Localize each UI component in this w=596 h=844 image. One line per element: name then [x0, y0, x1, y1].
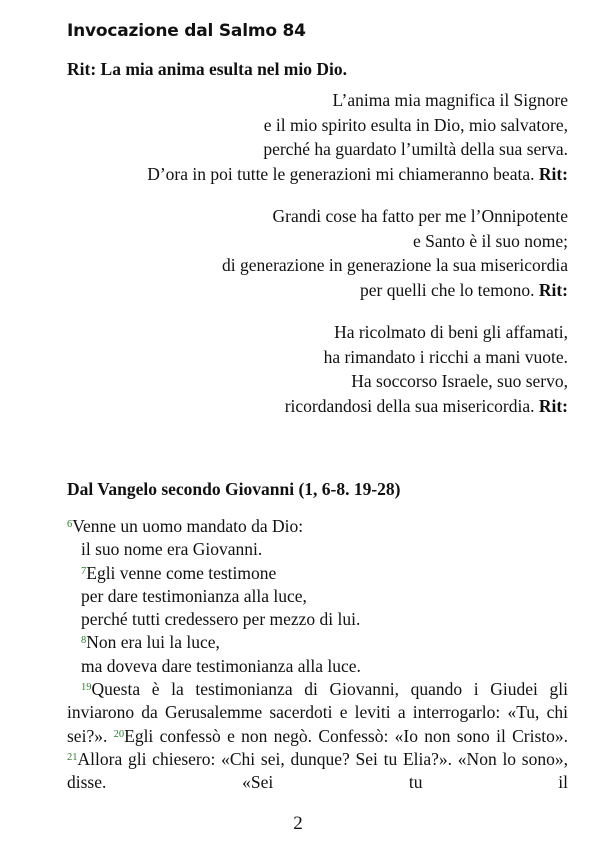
- refrain-marker: Rit:: [538, 163, 568, 184]
- gospel-line: $^7$Egli venne come testimone: [81, 562, 277, 583]
- psalm-line: D’ora in poi tutte le generazioni mi chiameranno beata.: [147, 163, 535, 184]
- psalm-stanza-1: [147, 88, 568, 186]
- paragraph-text: Allora gli chiesero: «Chi sei, dunque? Sei tu Elia?». «Non lo sono», disse. «Sei tu il: [67, 748, 568, 793]
- gospel-text: [67, 515, 568, 795]
- psalm-line: Ha ricolmato di beni gli affamati,: [334, 322, 568, 342]
- gospel-line: $^8$Non era lui la luce,: [81, 632, 220, 653]
- psalm-line: Ha soccorso Israele, suo servo,: [351, 371, 568, 391]
- gospel-title: Dal Vangelo secondo Giovanni (1, 6-8. 19-28): [67, 479, 401, 499]
- verse-number: 7: [81, 565, 87, 577]
- verse-number: 8: [81, 635, 87, 647]
- page-number: 2: [293, 813, 303, 834]
- verse-number: 6: [67, 519, 73, 530]
- gospel-line: per dare testimonianza alla luce,: [81, 585, 307, 606]
- psalm-line: ha rimandato i ricchi a mani vuote.: [323, 346, 568, 367]
- paragraph-line: [67, 678, 568, 794]
- refrain-marker: Rit:: [538, 279, 568, 300]
- psalm-line: Grandi cose ha fatto per me l’Onnipotente: [272, 206, 568, 226]
- paragraph-text: Questa è la testimonianza di Giovanni, quando i Giudei gli inviarono da Gerusalemme sacerdoti e leviti a interrogarlo: «Tu, chi sei?».: [67, 679, 568, 746]
- gospel-line: ma doveva dare testimonianza alla luce.: [81, 655, 361, 676]
- gospel-line: $^6$Venne un uomo mandato da Dio:: [67, 516, 304, 536]
- section-title: Invocazione dal Salmo 84: [67, 21, 306, 41]
- psalm-line: per quelli che lo temono.: [360, 279, 535, 300]
- psalm-line: di generazione in generazione la sua misericordia: [222, 255, 568, 275]
- psalm-line: ricordandosi della sua misericordia.: [284, 395, 535, 416]
- psalm-stanza-3: [285, 320, 568, 418]
- verse-number: 19: [81, 682, 92, 694]
- verse-number: 21: [67, 751, 78, 763]
- refrain-heading: Rit: La mia anima esulta nel mio Dio.: [67, 59, 347, 79]
- refrain-marker: Rit:: [538, 395, 568, 416]
- psalm-line: perché ha guardato l’umiltà della sua serva.: [263, 139, 568, 159]
- psalm-line: e Santo è il suo nome;: [412, 230, 568, 251]
- psalm-line-with-refrain: [285, 394, 568, 419]
- psalm-stanza-2: [222, 204, 568, 302]
- psalm-line: L’anima mia magnifica il Signore: [332, 90, 568, 110]
- gospel-line: il suo nome era Giovanni.: [81, 539, 263, 560]
- psalm-line-with-refrain: [222, 278, 568, 303]
- gospel-line: perché tutti credessero per mezzo di lui.: [81, 609, 361, 630]
- paragraph-text: Egli confessò e non negò. Confessò: «Io non sono il Cristo».: [124, 725, 569, 746]
- gospel-paragraph: [67, 678, 568, 794]
- psalm-line-with-refrain: [147, 162, 568, 187]
- verse-number: 20: [113, 728, 125, 740]
- psalm-line: e il mio spirito esulta in Dio, mio salvatore,: [263, 114, 568, 135]
